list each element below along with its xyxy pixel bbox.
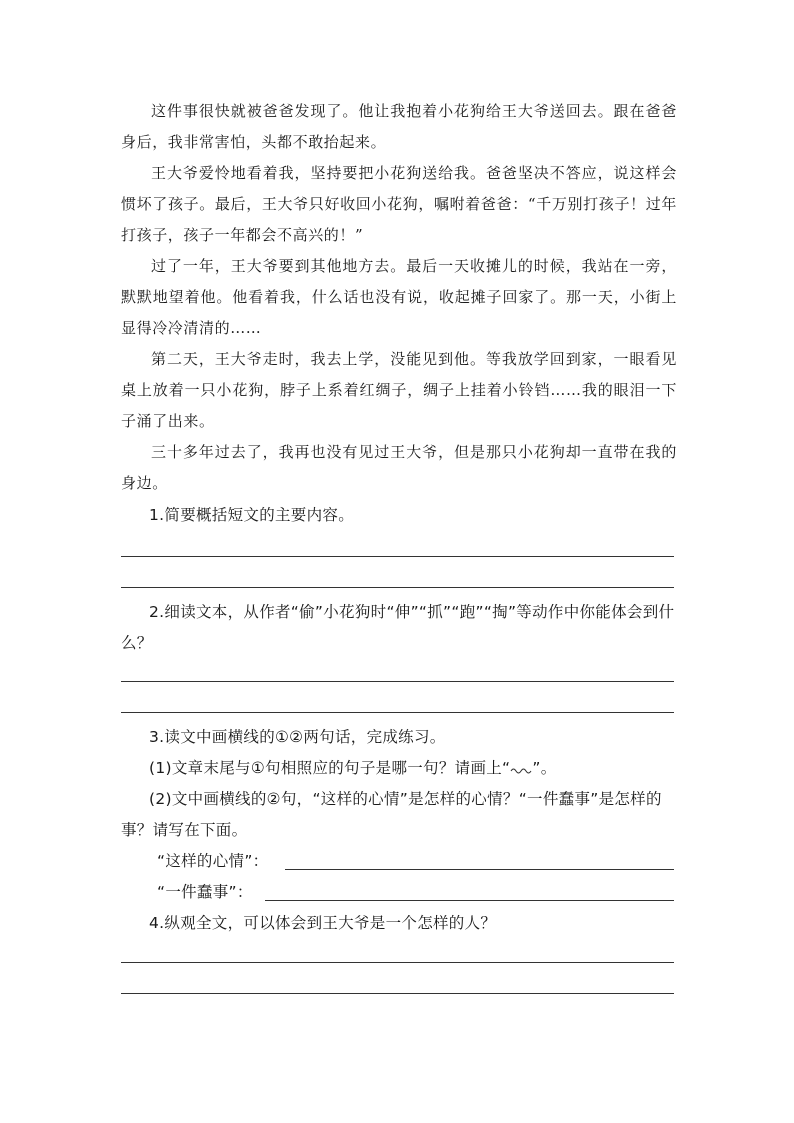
question-4: 4.纵观全文，可以体会到王大爷是一个怎样的人？ xyxy=(149,914,497,932)
mood-answer-line[interactable] xyxy=(285,869,674,870)
answer-line-q1-2[interactable] xyxy=(121,587,674,588)
answer-line-q4-2[interactable] xyxy=(121,993,674,994)
question-3-1-text: (1)文章末尾与①句相照应的句子是哪一句？请画上“ xyxy=(149,759,511,777)
answer-line-q2-2[interactable] xyxy=(121,712,674,713)
passage-paragraph-5: 三十多年过去了，我再也没有见过王大爷，但是那只小花狗却一直带在我的身边。 xyxy=(121,443,677,492)
passage-paragraph-3: 过了一年，王大爷要到其他地方去。最后一天收摊儿的时候，我站在一旁，默默地望着他。他看着我，什么话也没有说，收起摊子回家了。那一天，小街上显得冷冷清清的…… xyxy=(121,257,677,337)
question-3: 3.读文中画横线的①②两句话，完成练习。 xyxy=(149,728,446,746)
deed-field-row xyxy=(121,877,677,908)
passage-paragraph-2: 王大爷爱怜地看着我，坚持要把小花狗送给我。爸爸坚决不答应，说这样会惯坏了孩子。最后，王大爷只好收回小花狗，嘱咐着爸爸：“千万别打孩子！过年打孩子，孩子一年都会不高兴的！” xyxy=(121,164,677,244)
question-1: 1.简要概括短文的主要内容。 xyxy=(149,506,354,524)
passage-paragraph-1: 这件事很快就被爸爸发现了。他让我抱着小花狗给王大爷送回去。跟在爸爸身后，我非常害怕，头都不敢抬起来。 xyxy=(121,102,677,151)
answer-line-q4-1[interactable] xyxy=(121,962,674,963)
passage-paragraph-4: 第二天，王大爷走时，我去上学，没能见到他。等我放学回到家，一眼看见桌上放着一只小花狗，脖子上系着红绸子，绸子上挂着小铃铛……我的眼泪一下子涌了出来。 xyxy=(121,350,677,430)
question-2: 2.细读文本，从作者“偷”小花狗时“伸”“抓”“跑”“掏”等动作中你能体会到什么？ xyxy=(121,603,675,652)
answer-line-q1-1[interactable] xyxy=(121,556,674,557)
mood-field-row xyxy=(121,846,677,877)
deed-answer-line[interactable] xyxy=(265,900,674,901)
question-3-2: (2)文中画横线的②句，“这样的心情”是怎样的心情？“一件蠢事”是怎样的事？请写在下面。 xyxy=(121,790,662,839)
question-3-1 xyxy=(121,753,677,784)
question-3-1-text-end: ”。 xyxy=(532,759,557,777)
mood-field-label: “这样的心情”： xyxy=(157,852,269,870)
answer-line-q2-1[interactable] xyxy=(121,681,674,682)
wavy-underline-icon xyxy=(510,764,532,774)
deed-field-label: “一件蠢事”： xyxy=(157,883,253,901)
